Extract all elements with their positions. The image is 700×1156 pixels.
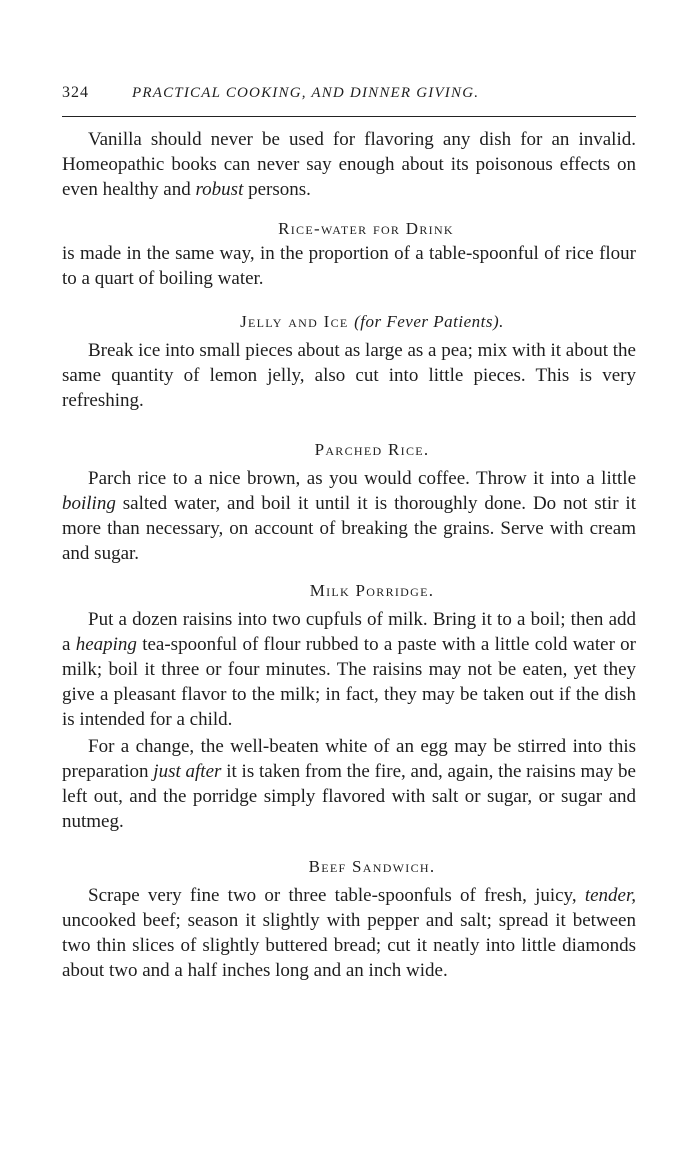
parched-rice-text-2: salted water, and boil it until it is thoroughly done. Do not stir it more than necessary, on account of breaking the grains. Serve with cream and sugar. [62, 493, 636, 564]
beef-sandwich-emphasis: tender, [584, 885, 636, 906]
beef-sandwich-heading: Beef Sandwich. [308, 857, 436, 876]
page-number: 324 [62, 84, 89, 101]
beef-sandwich-body [62, 883, 636, 983]
milk-porridge-heading: Milk Porridge. [309, 581, 435, 600]
jelly-ice-heading [62, 309, 636, 334]
milk-porridge-p2-text-b: it is taken from the fire, and, again, the raisins may be left out, and the porridge simply flavored with salt or sugar, or sugar and nutmeg. [62, 761, 636, 832]
beef-sandwich-text-b: uncooked beef; season it slightly with pepper and salt; spread it between two thin slices of slightly buttered bread; cut it neatly into little diamonds about two and a half inches long and an inch wide. [62, 910, 636, 981]
rice-water-body: is made in the same way, in the proportion of a table-spoonful of rice flour to a quart of boiling water. [62, 243, 636, 289]
milk-porridge-paragraph-2 [62, 734, 636, 834]
jelly-ice-heading-paren: (for Fever Patients). [354, 312, 504, 331]
milk-porridge-p1-emphasis: heaping [75, 634, 137, 655]
book-page [62, 84, 636, 983]
rice-water-heading: Rice-water for Drink [278, 219, 454, 238]
milk-porridge-p1-text-a: Put a dozen raisins into two cupfuls of milk. Bring it to a boil; then add a [62, 609, 636, 655]
parched-rice-text-1: Parch rice to a nice brown, as you would coffee. Throw it into a little [88, 468, 636, 489]
jelly-ice-body: Break ice into small pieces about as large as a pea; mix with it about the same quantity of lemon jelly, also cut into little pieces. This is very refreshing. [62, 340, 636, 411]
milk-porridge-paragraph-1 [62, 607, 636, 732]
header-rule [62, 116, 636, 117]
milk-porridge-p2-text-a: For a change, the well-beaten white of an egg may be stirred into this preparation [62, 736, 636, 782]
milk-porridge-p1-text-b: tea-spoonful of flour rubbed to a paste with a little cold water or milk; boil it three or four minutes. The raisins may not be eaten, yet they give a pleasant flavor to the milk; in fact, they may be taken out if the dish is intended for a child. [62, 634, 637, 730]
intro-emphasis: robust [195, 179, 244, 200]
parched-rice-emphasis: boiling [62, 493, 116, 514]
intro-text-end: persons. [243, 179, 311, 200]
parched-rice-body [62, 466, 636, 566]
running-head [62, 84, 636, 110]
intro-paragraph [62, 127, 636, 202]
running-title: PRACTICAL COOKING, AND DINNER GIVING. [132, 85, 480, 101]
jelly-ice-heading-text: Jelly and Ice [240, 312, 349, 331]
milk-porridge-p2-emphasis: just after [153, 761, 222, 782]
intro-text: Vanilla should never be used for flavoring any dish for an invalid. Homeopathic books can never say enough about its poisonous effects on even healthy and [62, 129, 636, 200]
beef-sandwich-text-a: Scrape very fine two or three table-spoonfuls of fresh, juicy, [88, 885, 585, 906]
parched-rice-heading: Parched Rice. [314, 440, 430, 459]
